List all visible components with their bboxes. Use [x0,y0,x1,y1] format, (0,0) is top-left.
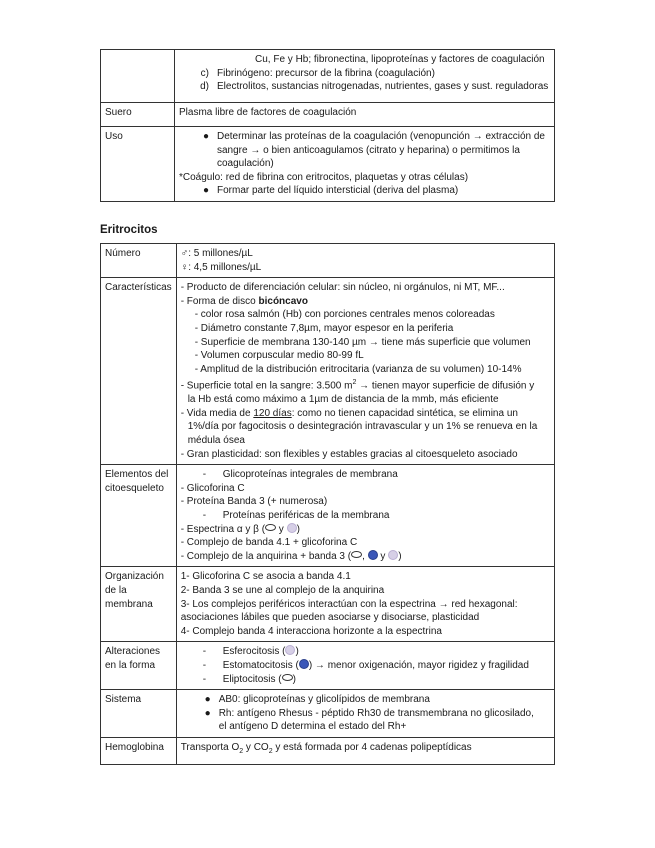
stomatocyte-icon [368,550,378,560]
elliptocyte-icon [351,551,362,558]
spherocyte-icon [285,645,295,655]
table-row [101,737,555,764]
list-item: 2- Banda 3 se une al complejo de la anquirina [180,584,385,596]
table-row [101,567,555,642]
bullet-icon: ● [202,185,209,197]
plasma-table [100,49,555,202]
list-marker: d) [200,81,209,93]
content-cell [176,465,554,567]
list-item: Formar parte del líquido intersticial (deriva del plasma) [217,185,459,197]
table-row [101,50,555,103]
hemoglobin-text: Transporta $O_2$ y $CO_2$ y está formada por 4 cadenas polipeptídicas [180,741,472,755]
list-marker: c) [200,67,209,79]
content-cell [176,642,554,690]
content-cell [176,567,554,642]
bullet-icon: ● [202,131,209,142]
list-item-continuation: la Hb está como máximo a 1µm de distancia de la mmb, más eficiente [187,394,499,406]
content-cell: Plasma libre de factores de coagulación [175,103,555,127]
list-item-continuation: médula ósea [187,435,245,447]
row-label: Organización de la membrana [101,567,177,642]
list-item: - Diámetro constante 7,8µm, mayor espesor en la periferia [194,322,454,334]
list-item-continuation: sangre → o bien anticoagulamos (citrato y heparina) o permitimos la [217,144,520,156]
bullet-icon: ● [204,707,211,719]
stomatocyte-icon [299,659,309,669]
list-item: Determinar las proteínas de la coagulación (venopunción → extracción de [217,131,545,142]
row-label: Número [101,244,177,278]
elliptocyte-icon [282,674,293,681]
content-cell [176,690,554,738]
note-text: *Coágulo: red de fibrina con eritrocitos, plaquetas y otras células) [179,171,469,183]
list-item: - Esferocitosis ( ) [202,646,299,658]
list-item: Electrolitos, sustancias nitrogenadas, nutrientes, gases y sust. reguladoras [217,81,549,93]
list-item: - Vida media de 120 días: como no tienen capacidad sintética, se elimina un [180,407,518,419]
list-item: 1- Glicoforina C se asocia a banda 4.1 [180,571,351,583]
list-item: 4- Complejo banda 4 interacciona horizonte a la espectrina [180,625,442,637]
row-label: Alteraciones en la forma [101,642,177,690]
row-label: Suero [101,103,175,127]
list-item: - Estomatocitosis ( ) → menor oxigenación, mayor rigidez y fragilidad [202,659,529,671]
row-label: Hemoglobina [101,737,177,764]
content-cell [176,737,554,764]
female-count: ♀: 4,5 millones/µL [180,261,262,273]
list-item: Rh: antígeno Rhesus - péptido Rh30 de transmembrana no glicosilado, [218,707,534,719]
list-item: Fibrinógeno: precursor de la fibrina (coagulación) [217,67,435,79]
table-row [101,690,555,738]
list-item: Cu, Fe y Hb; fibronectina, lipoproteínas y factores de coagulación [255,54,545,65]
spherocyte-icon [287,523,297,533]
list-item: - Glicoforina C [180,482,245,494]
table-row [101,103,555,127]
content-cell [175,50,555,103]
bullet-icon: ● [204,694,211,706]
list-item: - Volumen corpuscular medio 80-99 fL [194,350,364,362]
list-item: - Amplitud de la distribución eritrocitaria (varianza de su volumen) 10-14% [194,363,522,375]
list-item: - Forma de disco bicóncavo [180,295,308,307]
list-item-continuation: asociaciones lábiles que pueden asociarse y disociarse, plasticidad [180,612,480,624]
list-item: - Superficie de membrana 130-140 µm → tiene más superficie que volumen [194,336,531,348]
content-cell [176,278,554,465]
table-row [101,642,555,690]
list-item: - Eliptocitosis ( ) [202,673,296,685]
list-item: - Proteína Banda 3 (+ numerosa) [180,496,328,508]
row-label: Uso [101,127,175,202]
list-item: AB0: glicoproteínas y glicolípidos de membrana [218,694,430,706]
spherocyte-icon [388,550,398,560]
eritrocitos-table [100,243,555,765]
row-label: Características [101,278,177,465]
list-item: - Producto de diferenciación celular: sin núcleo, ni orgánulos, ni MT, MF... [180,282,505,294]
list-item: - Superficie total en la sangre: 3.500 $m^2$ → tienen mayor superficie de difusión y [180,379,535,392]
list-item: - Espectrina α y β ( y ) [180,523,300,535]
row-label: Elementos del citoesqueleto [101,465,177,567]
list-item-continuation: coagulación) [217,158,274,170]
section-title: Eritrocitos [100,224,158,236]
content-cell [176,244,554,278]
table-row [101,244,555,278]
list-item: - Complejo de la anquirina + banda 3 ( , y ) [180,550,402,562]
list-item: - color rosa salmón (Hb) con porciones centrales menos coloreadas [194,309,495,321]
list-item: - Complejo de banda 4.1 + glicoforina C [180,537,358,549]
list-item: - Proteínas periféricas de la membrana [202,510,390,522]
content-cell [175,127,555,202]
list-item: 3- Los complejos periféricos interactúan con la espectrina → red hexagonal: [180,598,518,610]
table-row [101,127,555,202]
table-row [101,465,555,567]
elliptocyte-icon [265,524,276,531]
list-item: - Gran plasticidad: son flexibles y estables gracias al citoesqueleto asociado [180,448,518,460]
table-row [101,278,555,465]
empty-label-cell [101,50,175,103]
row-label: Sistema [101,690,177,738]
list-item-continuation: el antígeno D determina el estado del Rh+ [218,721,407,733]
male-count: ♂: 5 millones/µL [180,248,253,259]
list-item: - Glicoproteínas integrales de membrana [202,469,398,481]
list-item-continuation: 1%/día por fagocitosis o desintegración intravascular y un 1% se renueva en la [187,421,538,433]
